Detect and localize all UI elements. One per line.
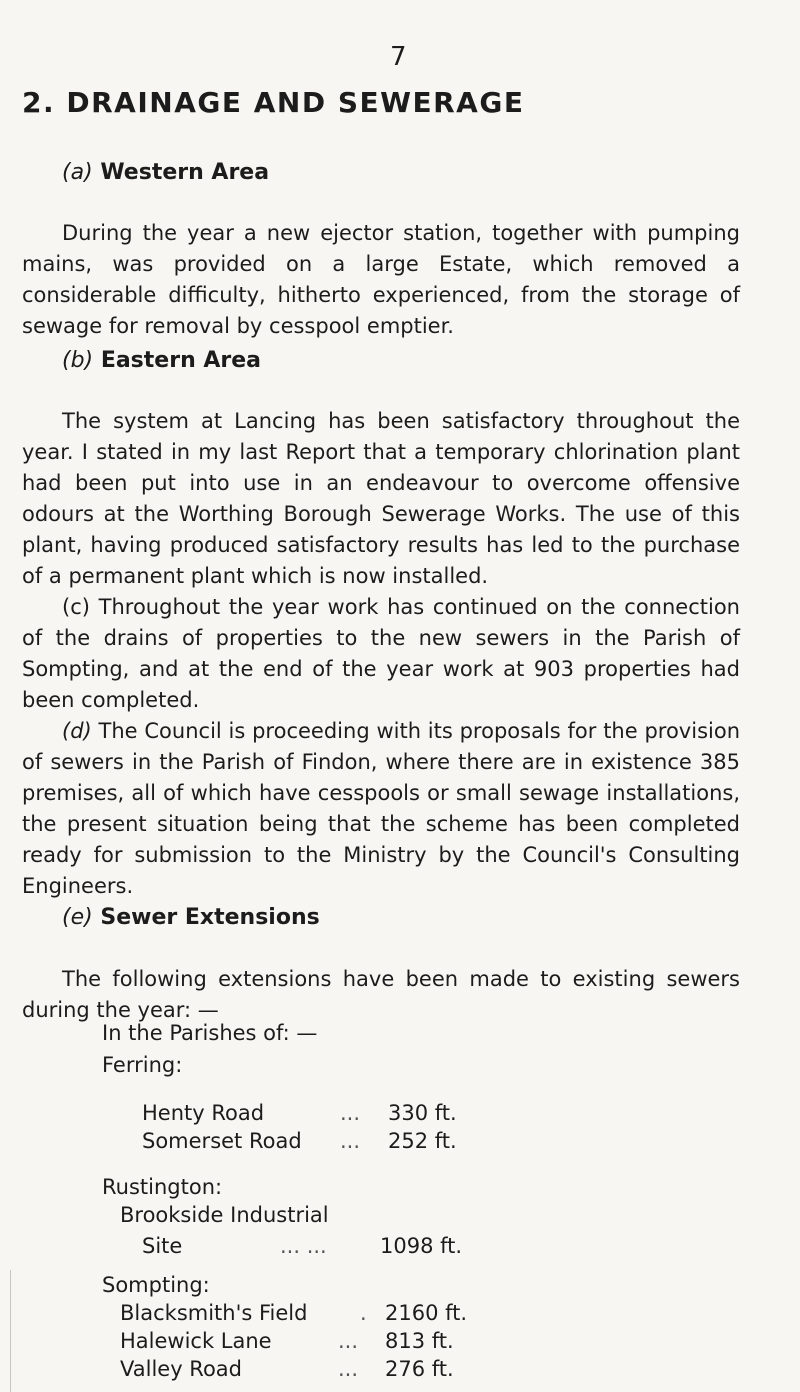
eastern-area-title: Eastern Area <box>100 348 262 373</box>
eastern-area-letter: (b) <box>62 348 94 373</box>
sewer-extensions-title: Sewer Extensions <box>100 905 320 930</box>
sompting-label: Sompting: <box>102 1273 210 1297</box>
paragraph-c-text: Throughout the year work has continued on the connection of the drains of properties to the new sewers in the Parish of Sompting, and at the end of the year work at 903 properties had been completed. <box>22 595 740 712</box>
ferring-label: Ferring: <box>102 1053 183 1077</box>
extension-leader-dots: ... <box>338 1357 359 1381</box>
extension-name: Blacksmith's Field <box>120 1301 308 1325</box>
western-area-paragraph: During the year a new ejector station, together with pumping mains, was provided on a large Estate, which removed a considerable difficulty, hitherto experienced, from the storage of sewage for removal by cesspool emptier. <box>22 221 740 338</box>
sewer-extensions-heading <box>62 905 320 930</box>
western-area-title: Western Area <box>100 160 270 185</box>
extension-name: Henty Road <box>142 1101 265 1125</box>
rustington-label: Rustington: <box>102 1175 223 1199</box>
extension-name-continued: Site <box>142 1234 183 1258</box>
extension-leader-dots: ... <box>340 1129 361 1153</box>
extension-leader-dots: ... ... <box>280 1234 327 1258</box>
extension-length: 252 ft. <box>388 1129 457 1153</box>
extension-name: Halewick Lane <box>120 1329 272 1353</box>
western-area-letter: (a) <box>62 160 93 185</box>
page-number: 7 <box>390 42 407 72</box>
extension-length: 330 ft. <box>388 1101 457 1125</box>
paragraph-d <box>22 716 740 902</box>
extension-leader-dots: ... <box>338 1329 359 1353</box>
margin-rule <box>10 1270 11 1392</box>
extension-length: 1098 ft. <box>380 1234 463 1258</box>
western-area-heading <box>62 160 269 185</box>
extension-length: 813 ft. <box>385 1329 454 1353</box>
paragraph-c-letter: (c) <box>62 595 90 619</box>
extension-leader-dots: ... <box>340 1101 361 1125</box>
sewer-extensions-letter: (e) <box>62 905 93 930</box>
extension-length: 2160 ft. <box>385 1301 468 1325</box>
paragraph-c <box>22 592 740 716</box>
sewer-extensions-intro: The following extensions have been made to existing sewers during the year: — <box>22 967 740 1022</box>
paragraph-d-letter: (d) <box>62 719 92 743</box>
extension-length: 276 ft. <box>385 1357 454 1381</box>
eastern-area-paragraph: The system at Lancing has been satisfactory throughout the year. I stated in my last Report that a temporary chlorination plant had been put into use in an endeavour to overcome offensive odours at the Worthing Borough Sewerage Works. The use of this plant, having produced satisfactory results has led to the purchase of a permanent plant which is now installed. <box>22 409 740 588</box>
eastern-area-heading <box>62 348 261 373</box>
extension-name: Brookside Industrial <box>120 1203 329 1227</box>
extension-row <box>120 1200 560 1262</box>
extension-leader-dots: . <box>360 1301 367 1325</box>
extension-name: Somerset Road <box>142 1129 302 1153</box>
section-title: 2. DRAINAGE AND SEWERAGE <box>22 86 525 119</box>
paragraph-d-text: The Council is proceeding with its proposals for the provision of sewers in the Parish of Findon, where there are in existence 385 premises, all of which have cesspools or small sewage installations, the present situation being that the scheme has been completed ready for submission to the Ministry by the Council's Consulting Engineers. <box>22 719 740 898</box>
extension-name: Valley Road <box>120 1357 242 1381</box>
parishes-label: In the Parishes of: — <box>102 1021 318 1045</box>
